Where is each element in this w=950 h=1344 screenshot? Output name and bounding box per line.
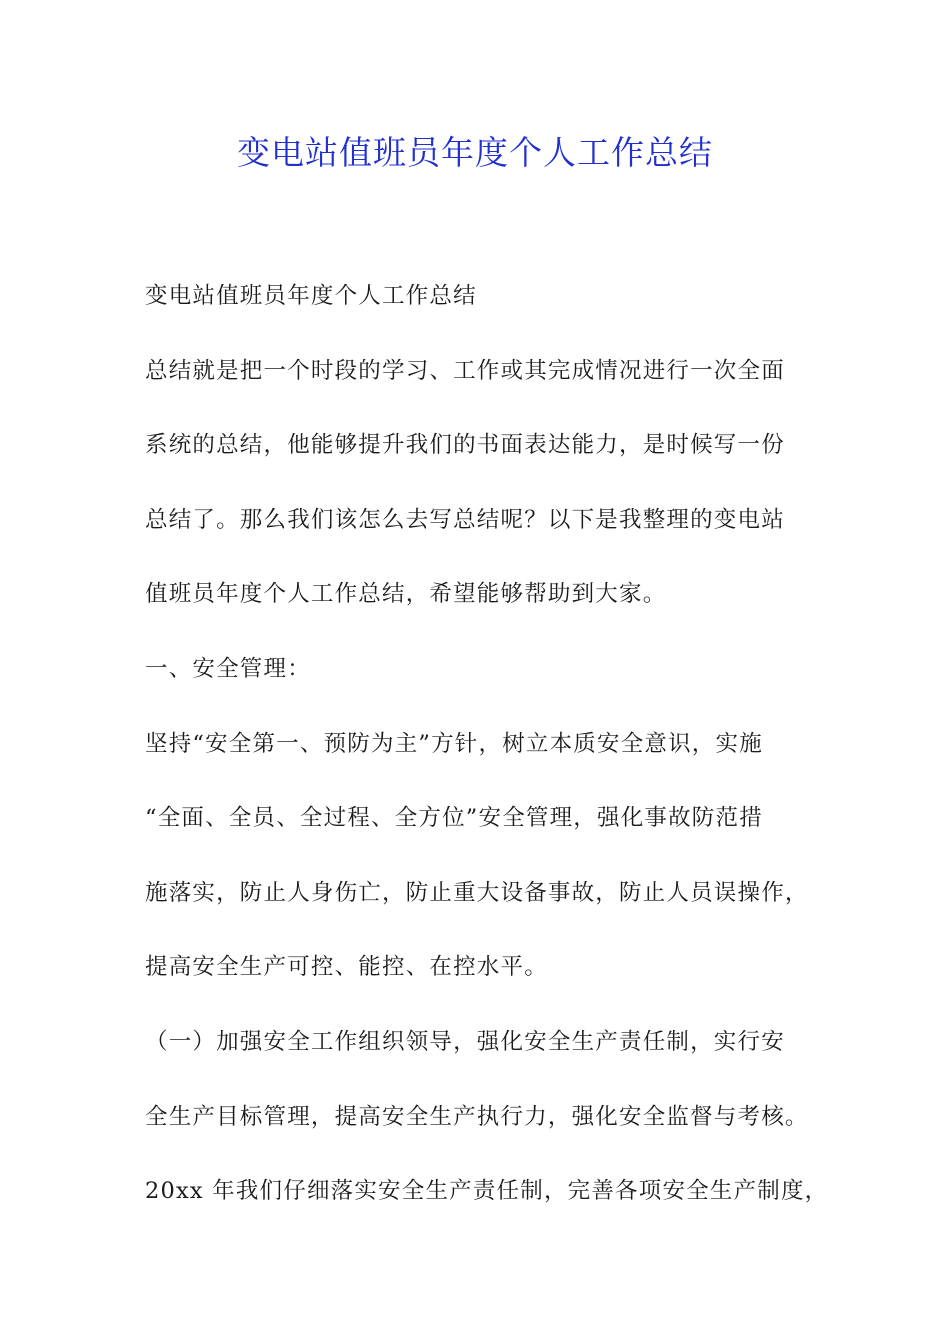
body-line: 提高安全生产可控、能控、在控水平。: [145, 954, 548, 981]
body-line: 坚持“安全第一、预防为主”方针，树立本质安全意识，实施: [145, 730, 763, 757]
body-line: 总结就是把一个时段的学习、工作或其完成情况进行一次全面: [145, 357, 785, 384]
body-line: （一）加强安全工作组织领导，强化安全生产责任制，实行安: [145, 1028, 785, 1055]
body-line: 系统的总结，他能够提升我们的书面表达能力，是时候写一份: [145, 432, 785, 459]
body-line-subtitle: 变电站值班员年度个人工作总结: [145, 283, 477, 309]
body-line: “全面、全员、全过程、全方位”安全管理，强化事故防范措: [145, 805, 763, 832]
body-line: 总结了。那么我们该怎么去写总结呢？以下是我整理的变电站: [145, 506, 785, 533]
section-heading-safety: 一、安全管理：: [145, 655, 311, 682]
body-line: 值班员年度个人工作总结，希望能够帮助到大家。: [145, 581, 667, 608]
body-line: 施落实，防止人身伤亡，防止重大设备事故，防止人员误操作，: [145, 879, 809, 906]
body-line: 全生产目标管理，提高安全生产执行力，强化安全监督与考核。: [145, 1103, 809, 1130]
document-body: [145, 259, 829, 1229]
document-title: 变电站值班员年度个人工作总结: [237, 133, 713, 172]
body-line: 20xx 年我们仔细落实安全生产责任制，完善各项安全生产制度，: [145, 1178, 829, 1205]
